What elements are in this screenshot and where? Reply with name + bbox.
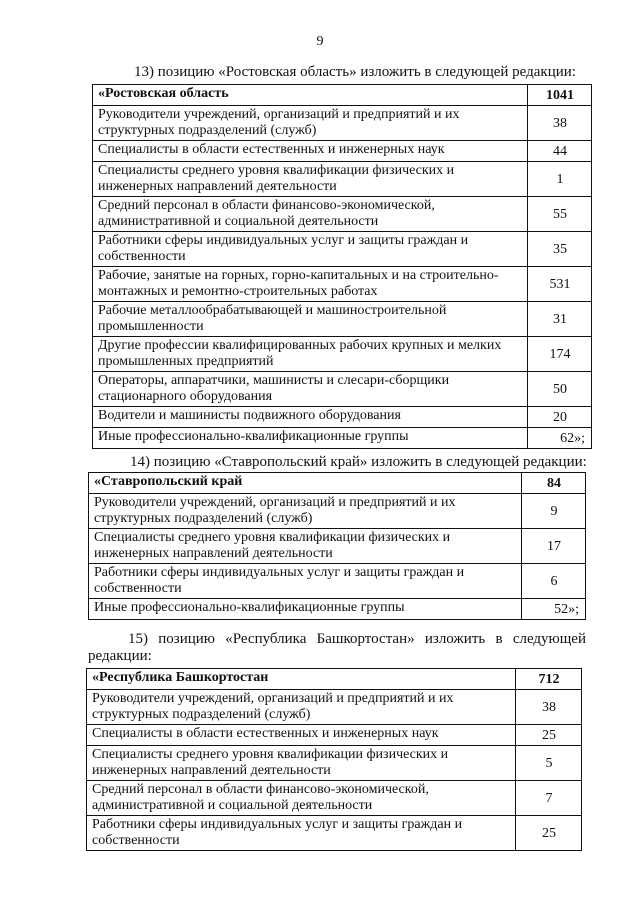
- table-stavropol: [88, 472, 586, 620]
- table-row: [93, 162, 592, 197]
- table-row: [93, 407, 592, 428]
- table-bashkortostan: [86, 668, 582, 851]
- occupation-group-value: 7: [516, 781, 582, 816]
- section-intro-bashkortostan: 15) позицию «Республика Башкортостан» изложить в следующей редакции:: [88, 631, 586, 664]
- occupation-group-value: 6: [522, 564, 586, 599]
- occupation-group-label: Специалисты среднего уровня квалификации физических и инженерных направлений деятельности: [87, 746, 516, 781]
- occupation-group-label: Специалисты среднего уровня квалификации физических и инженерных направлений деятельности: [89, 529, 522, 564]
- occupation-group-value: 17: [522, 529, 586, 564]
- occupation-group-value: 52»;: [522, 599, 586, 620]
- occupation-group-value: 38: [528, 106, 592, 141]
- table-row: [93, 428, 592, 449]
- occupation-group-value: 38: [516, 690, 582, 725]
- occupation-group-label: Специалисты среднего уровня квалификации физических и инженерных направлений деятельности: [93, 162, 528, 197]
- occupation-group-value: 62»;: [528, 428, 592, 449]
- occupation-group-value: 20: [528, 407, 592, 428]
- occupation-group-label: Средний персонал в области финансово-экономической, административной и социальной деятельности: [87, 781, 516, 816]
- occupation-group-label: Средний персонал в области финансово-экономической, административной и социальной деятельности: [93, 197, 528, 232]
- occupation-group-label: Работники сферы индивидуальных услуг и защиты граждан и собственности: [89, 564, 522, 599]
- region-total: 1041: [528, 85, 592, 106]
- occupation-group-label: Руководители учреждений, организаций и предприятий и их структурных подразделений (служб): [89, 494, 522, 529]
- occupation-group-label: Рабочие металлообрабатывающей и машиностроительной промышленности: [93, 302, 528, 337]
- table-rostov: [92, 84, 592, 449]
- occupation-group-value: 44: [528, 141, 592, 162]
- occupation-group-label: Работники сферы индивидуальных услуг и защиты граждан и собственности: [93, 232, 528, 267]
- table-row: [93, 197, 592, 232]
- table-row: [89, 564, 586, 599]
- table-row: [87, 746, 582, 781]
- table-row: [93, 106, 592, 141]
- occupation-group-label: Другие профессии квалифицированных рабочих крупных и мелких промышленных предприятий: [93, 337, 528, 372]
- occupation-group-value: 50: [528, 372, 592, 407]
- occupation-group-label: Специалисты в области естественных и инженерных наук: [87, 725, 516, 746]
- table-row: [93, 141, 592, 162]
- table-header-row: [93, 85, 592, 106]
- occupation-group-label: Руководители учреждений, организаций и предприятий и их структурных подразделений (служб): [93, 106, 528, 141]
- table-row: [93, 337, 592, 372]
- table-row: [93, 372, 592, 407]
- table-row: [93, 232, 592, 267]
- occupation-group-value: 9: [522, 494, 586, 529]
- page-number: 9: [316, 34, 324, 49]
- table-row: [87, 725, 582, 746]
- occupation-group-value: 1: [528, 162, 592, 197]
- table-header-row: [87, 669, 582, 690]
- table-row: [89, 529, 586, 564]
- table-row: [89, 599, 586, 620]
- table-row: [87, 690, 582, 725]
- region-name: «Республика Башкортостан: [87, 669, 516, 690]
- table-row: [87, 781, 582, 816]
- table-row: [93, 267, 592, 302]
- occupation-group-value: 174: [528, 337, 592, 372]
- occupation-group-value: 31: [528, 302, 592, 337]
- table-row: [93, 302, 592, 337]
- table-row: [89, 494, 586, 529]
- region-total: 712: [516, 669, 582, 690]
- table-header-row: [89, 473, 586, 494]
- region-name: «Ставропольский край: [89, 473, 522, 494]
- occupation-group-label: Работники сферы индивидуальных услуг и защиты граждан и собственности: [87, 816, 516, 851]
- region-name: «Ростовская область: [93, 85, 528, 106]
- occupation-group-value: 25: [516, 725, 582, 746]
- table-row: [87, 816, 582, 851]
- occupation-group-label: Рабочие, занятые на горных, горно-капитальных и на строительно-монтажных и ремонтно-строительных работах: [93, 267, 528, 302]
- occupation-group-label: Водители и машинисты подвижного оборудования: [93, 407, 528, 428]
- occupation-group-value: 5: [516, 746, 582, 781]
- region-total: 84: [522, 473, 586, 494]
- occupation-group-label: Иные профессионально-квалификационные группы: [93, 428, 528, 449]
- occupation-group-value: 25: [516, 816, 582, 851]
- occupation-group-value: 55: [528, 197, 592, 232]
- occupation-group-label: Специалисты в области естественных и инженерных наук: [93, 141, 528, 162]
- occupation-group-label: Операторы, аппаратчики, машинисты и слесари-сборщики стационарного оборудования: [93, 372, 528, 407]
- section-intro-rostov: 13) позицию «Ростовская область» изложить в следующей редакции:: [134, 64, 576, 80]
- occupation-group-label: Руководители учреждений, организаций и предприятий и их структурных подразделений (служб): [87, 690, 516, 725]
- occupation-group-label: Иные профессионально-квалификационные группы: [89, 599, 522, 620]
- occupation-group-value: 531: [528, 267, 592, 302]
- occupation-group-value: 35: [528, 232, 592, 267]
- section-intro-stavropol: 14) позицию «Ставропольский край» изложить в следующей редакции:: [130, 454, 587, 470]
